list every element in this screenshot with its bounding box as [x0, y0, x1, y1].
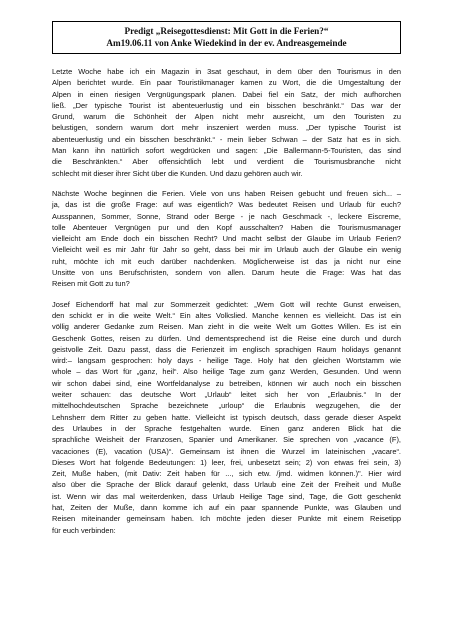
- text-line: Ausspannen, Sommer, Sonne, Strand oder Berge - je nach Geschmack -, leckere Eiscreme,: [52, 211, 401, 221]
- text-line: whole – das Wort für „ganz, heil“. Also heilige Tage zum ganz Werden, Gesunden. Und wenn: [52, 367, 401, 377]
- text-line: Geschenk Gottes, reisen zu dürfen. Und dementsprechend ist die Reise eine durch und durch: [52, 333, 401, 343]
- sermon-title: Predigt „Reisegottesdienst: Mit Gott in die Ferien?“: [124, 26, 329, 36]
- text-line: ließ. „Der typische Tourist ist abenteuerlustig und ein bisschen beschränkt.“ Das war der: [52, 100, 401, 110]
- text-line: völlig anderer Gedanke zum Reisen. Man zieht in die weite Welt um Gottes Willen. Es ist ein: [52, 322, 401, 332]
- text-line: Unsitte von uns Berufschristen, sondern von allen. Darum heute die Frage: Was hat das: [52, 268, 401, 278]
- paragraph: [52, 299, 401, 536]
- text-line: Alpen berichtet wurde. Ein paar Touristikmanager kamen zu Wort, die die Umgestaltung der: [52, 78, 401, 88]
- text-line: Dieses Wort hat folgende Bedeutungen: 1) leer, frei, unbesetzt sein; 2) von etwas frei sein, 3): [52, 457, 401, 467]
- sermon-body: [52, 66, 401, 536]
- text-line: Josef Eichendorff hat mal zur Sommerzeit gedichtet: „Wem Gott will rechte Gunst erweisen,: [52, 299, 401, 309]
- text-line: Reisen mit Gott zu tun?: [52, 279, 130, 289]
- text-line: Man kann ihn natürlich sofort wegdrücken und sagen: „Die Ballermann-5-Touristen, das sind: [52, 146, 401, 156]
- text-line: abenteuerlustig und ein bisschen beschränkt.“ - mein lieber Schwan – der Satz hat es in sich.: [52, 134, 401, 144]
- text-line: ist. Wenn wir das mal weiterdenken, dass Urlaub Heilige Tage sind, Tage, die Gott geschenkt: [52, 491, 401, 501]
- text-line: vielleicht am Ende doch ein bisschen Recht? Und macht selbst der Glaube im Urlaub Ferien?: [52, 234, 401, 244]
- text-line: Reisen miteinander gemeinsam haben. Ich möchte jeden dieser Punkte mit einem Reisetipp: [52, 514, 401, 524]
- text-line: Alpen in einen riesigen Vergnügungspark planen. Dabei fiel ein Satz, der mich aufhorchen: [52, 89, 401, 99]
- text-line: die Beschränkten.“ Aber offensichtlich lebt und verdient die Tourismusbranche nicht: [52, 157, 401, 167]
- text-line: belustigen, sondern warum dort mehr inszeniert werden muss. „Der typische Tourist ist: [52, 123, 401, 133]
- text-line: mittelhochdeutschen Sprache bezeichnete „urloup“ die Erlaubnis wegzugehen, die der: [52, 401, 401, 411]
- text-line: den schickt er in die weite Welt.“ Ein altes Volkslied. Manche kennen es vielleicht. Das ist ein: [52, 310, 401, 320]
- text-line: schlecht mit dieser ihrer Sicht über die Kunden. Und dazu gehören auch wir.: [52, 168, 303, 178]
- text-line: ruht, möchte ich mit euch darüber nachdenken. Möglicherweise ist das ja nicht nur eine: [52, 256, 401, 266]
- text-line: weiter schauen: das deutsche Wort „Urlaub“ leitet sich her von „Erlaubnis.“ In der: [52, 390, 401, 400]
- text-line: für euch verbinden:: [52, 525, 116, 535]
- text-line: des Urlaubes in der Sprache festgehalten wurde. Einen ganz anderen Blick hat die: [52, 423, 401, 433]
- text-line: also über die Sprache der Blick darauf gelenkt, dass Urlaub eine Zeit der Freiheit und Muße: [52, 480, 401, 490]
- paragraph: [52, 188, 401, 290]
- text-line: tolle Abenteuer Vergnügen pur und den Kopf ausschalten? Haben die Tourismusmanager: [52, 222, 401, 232]
- text-line: vacaciones (E), vacation (USA)“. Gemeinsam ist ihnen die Wurzel im lateinischen „vacare“.: [52, 446, 401, 456]
- text-line: wir schon dabei sind, eine Wortfeldanalyse zu betreiben, können wir auch noch ein bisschen: [52, 378, 401, 388]
- text-line: Letzte Woche habe ich ein Magazin in 3sat geschaut, in dem über den Tourismus in den: [52, 67, 401, 76]
- text-line: ja, das ist die große Frage: auf was eigentlich? Was bedeutet Reisen und Urlaub für euch?: [52, 200, 401, 210]
- sermon-date-author: Am19.06.11 von Anke Wiedekind in der ev. Andreasgemeinde: [106, 38, 347, 48]
- text-line: geistvolle Zeit. Dazu passt, dass die Ferienzeit im englisch sprachigen Raum holidays genannt: [52, 344, 401, 354]
- text-line: sprachliche Weisheit der Franzosen, Spanier und Amerikaner. Sie sprechen von „vacance (F),: [52, 435, 401, 445]
- sermon-title-box: [52, 21, 401, 54]
- text-line: Lehnsherr dem Ritter zu geben hatte. Vielleicht ist typisch deutsch, dass gerade dieser Aspekt: [52, 412, 401, 422]
- text-line: Nächste Woche beginnen die Ferien. Viele von uns haben Reisen gebucht und freuen sich... –: [52, 188, 401, 198]
- paragraph: [52, 66, 401, 179]
- text-line: Grund, warum die Schönheit der Alpen nicht mehr ausreicht, um den Touristen zu: [52, 112, 401, 122]
- text-line: Vielleicht weil es mir Jahr für Jahr so geht, dass bei mir im Urlaub auch der Glaube ein wenig: [52, 245, 401, 255]
- text-line: Zeit, Muße haben, (mit Dativ: Zeit haben für ..., sich etw. /jmd. widmen können.)". Hier wird: [52, 469, 401, 479]
- text-line: hat, Zeiten der Muße, dann komme ich auf ein paar spannende Punkte, was Glauben und: [52, 502, 401, 512]
- text-line: wird:– langsam gesprochen: holy days - heilige Tage. Holy hat den gleichen Wortstamm wie: [52, 356, 401, 366]
